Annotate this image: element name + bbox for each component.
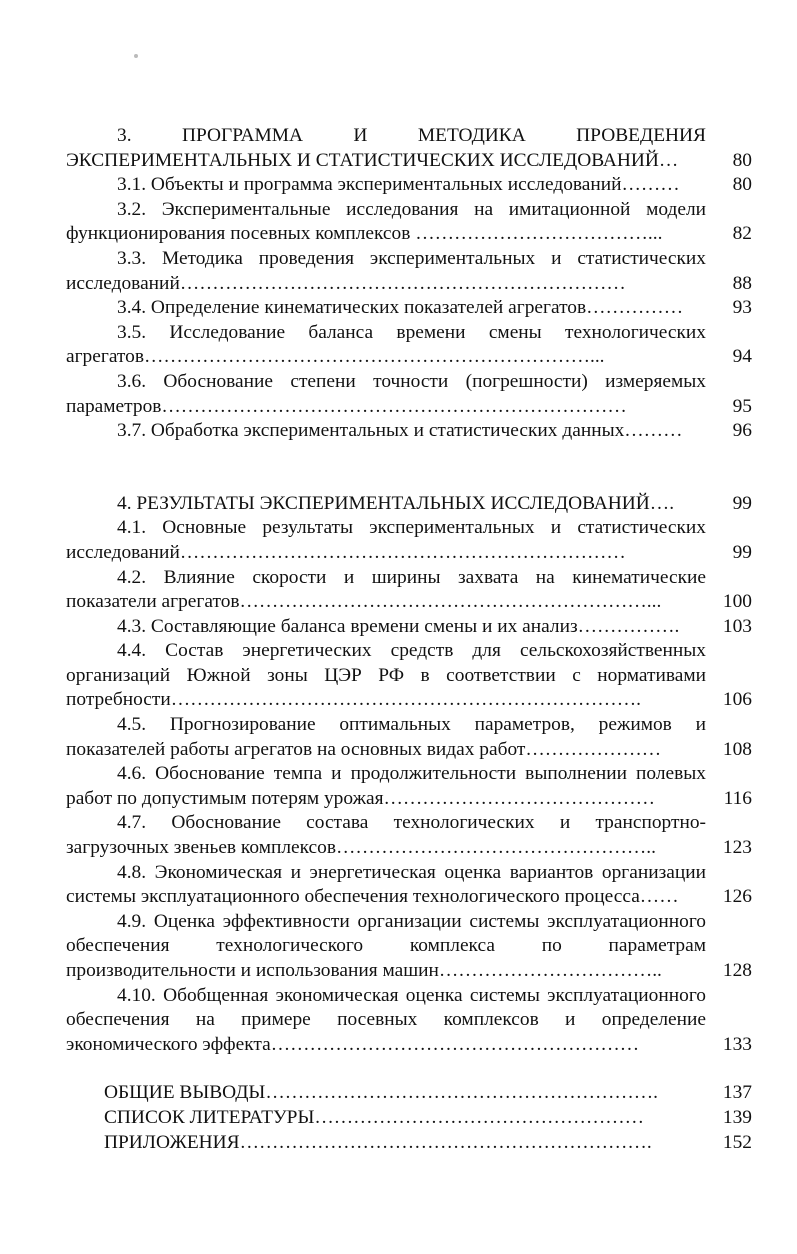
toc-entry-text: 3. ПРОГРАММА И МЕТОДИКА ПРОВЕДЕНИЯ ЭКСПЕРИМЕНТАЛЬНЫХ И СТАТИСТИЧЕСКИХ ИССЛЕДОВАНИЙ… xyxy=(66,125,706,171)
toc-entry-text: 4.6. Обоснование темпа и продолжительности выполнении полевых работ по допустимым потерям урожая…………………………………… xyxy=(66,763,706,809)
toc-entry-text: 3.7. Обработка экспериментальных и статистических данных……… xyxy=(117,420,683,442)
toc-entry-page: 93 xyxy=(732,297,752,319)
toc-entry-page: 128 xyxy=(722,960,752,981)
toc-entry-4-8[interactable] xyxy=(66,861,752,910)
toc-entry-page: 99 xyxy=(732,541,752,563)
section-spacer xyxy=(66,444,752,492)
toc-entry-4-5[interactable] xyxy=(66,713,752,762)
toc-entry-references[interactable] xyxy=(66,1106,752,1131)
toc-entry-page: 108 xyxy=(722,738,752,760)
toc-entry-page: 99 xyxy=(732,492,752,514)
toc-entry-4-10[interactable] xyxy=(66,984,752,1058)
toc-entry-text: 3.2. Экспериментальные исследования на имитационной модели функционирования посевных комплексов ………………………………... xyxy=(66,198,706,245)
toc-entry-text: 3.1. Объекты и программа экспериментальных исследований……… xyxy=(117,174,680,196)
toc-entry-page: 137 xyxy=(722,1082,752,1104)
toc-entry-page: 88 xyxy=(732,272,752,294)
toc-entry-page: 96 xyxy=(732,420,752,442)
toc-entry-text: ПРИЛОЖЕНИЯ………………………………………………………. xyxy=(104,1131,652,1153)
toc-entry-text: 3.5. Исследование баланса времени смены технологических агрегатов……………………………………………………………... xyxy=(66,321,706,368)
toc-entry-text: ОБЩИЕ ВЫВОДЫ……………………………………………………. xyxy=(104,1082,659,1104)
toc-entry-3-5[interactable] xyxy=(66,321,752,370)
toc-entry-4-2[interactable] xyxy=(66,566,752,615)
toc-entry-page: 100 xyxy=(722,591,752,613)
toc-entry-page: 133 xyxy=(722,1033,752,1055)
toc-entry-text: 4.2. Влияние скорости и ширины захвата на кинематические показатели агрегатов………………………………………………………... xyxy=(66,566,706,613)
toc-entry-text: 4.9. Оценка эффективности организации системы эксплуатационного обеспечения технологического комплекса по параметрам производительности и использования машин…………………………….. xyxy=(66,910,706,981)
toc-entry-page: 139 xyxy=(722,1106,752,1128)
toc-entry-page: 82 xyxy=(732,223,752,245)
toc-entry-page: 103 xyxy=(722,615,752,637)
toc-entry-text: 3.3. Методика проведения экспериментальных и статистических исследований…………………………………………………………… xyxy=(66,247,706,294)
toc-entry-text: 4.7. Обоснование состава технологических и транспортно-загрузочных звеньев комплексов………………………………………….. xyxy=(66,812,706,859)
toc-entry-page: 94 xyxy=(732,346,752,368)
toc-entry-4-9[interactable] xyxy=(66,910,752,984)
toc-entry-3-3[interactable] xyxy=(66,247,752,296)
toc-entry-appendices[interactable] xyxy=(66,1131,752,1156)
toc-entry-conclusions[interactable] xyxy=(66,1081,752,1106)
table-of-contents xyxy=(66,124,752,1155)
toc-entry-text: 4.8. Экономическая и энергетическая оценка вариантов организации системы эксплуатационного обеспечения технологического процесса…… xyxy=(66,861,706,908)
section-spacer xyxy=(66,1057,752,1081)
toc-entry-4-6[interactable] xyxy=(66,762,752,811)
toc-entry-3-2[interactable] xyxy=(66,198,752,247)
toc-entry-4-4[interactable] xyxy=(66,639,752,713)
toc-entry-text: 4.10. Обобщенная экономическая оценка системы эксплуатационного обеспечения на примере посевных комплексов и определение экономического эффекта………………………………………………… xyxy=(66,984,706,1055)
toc-entry-4-3[interactable] xyxy=(66,615,752,640)
toc-entry-text: 4.3. Составляющие баланса времени смены и их анализ……………. xyxy=(117,615,680,637)
toc-entry-text: 3.6. Обоснование степени точности (погрешности) измеряемых параметров……………………………………………………………… xyxy=(66,370,706,417)
toc-entry-page: 80 xyxy=(732,174,752,196)
scan-speck xyxy=(134,54,138,58)
toc-entry-3-7[interactable] xyxy=(66,419,752,444)
toc-entry-page: 80 xyxy=(732,149,752,171)
toc-entry-text: 4.5. Прогнозирование оптимальных параметров, режимов и показателей работы агрегатов на основных видах работ………………… xyxy=(66,714,706,760)
toc-entry-3-4[interactable] xyxy=(66,296,752,321)
toc-entry-page: 126 xyxy=(722,886,752,908)
toc-entry-3-1[interactable] xyxy=(66,173,752,198)
toc-entry-text: 3.4. Определение кинематических показателей агрегатов…………… xyxy=(117,297,684,319)
toc-entry-text: 4.4. Состав энергетических средств для сельскохозяйственных организаций Южной зоны ЦЭР РФ в соответствии с нормативами потребности………………………………………………………………. xyxy=(66,640,706,711)
toc-entry-page: 152 xyxy=(722,1131,752,1153)
toc-entry-page: 123 xyxy=(722,837,752,859)
toc-entry-text: СПИСОК ЛИТЕРАТУРЫ…………………………………………… xyxy=(104,1106,645,1128)
toc-entry-text: 4.1. Основные результаты экспериментальных и статистических исследований…………………………………………………………… xyxy=(66,517,706,563)
toc-entry-page: 95 xyxy=(732,395,752,417)
toc-entry-page: 106 xyxy=(722,689,752,711)
toc-entry-section-3[interactable] xyxy=(66,124,752,173)
toc-entry-page: 116 xyxy=(723,787,752,809)
toc-entry-section-4[interactable] xyxy=(66,492,752,517)
toc-entry-text: 4. РЕЗУЛЬТАТЫ ЭКСПЕРИМЕНТАЛЬНЫХ ИССЛЕДОВАНИЙ…. xyxy=(117,492,675,514)
toc-entry-4-1[interactable] xyxy=(66,516,752,565)
toc-entry-4-7[interactable] xyxy=(66,811,752,860)
toc-entry-3-6[interactable] xyxy=(66,370,752,419)
